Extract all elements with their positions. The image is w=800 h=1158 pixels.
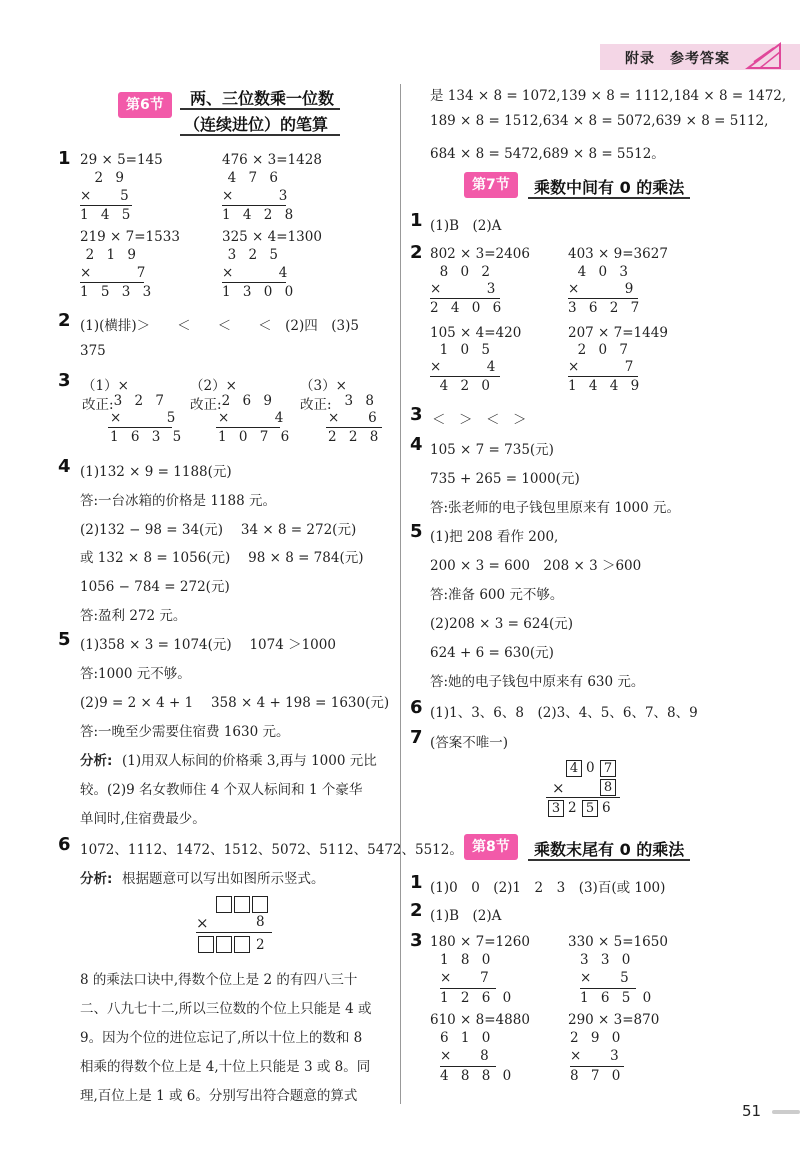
title-underline: [180, 134, 340, 136]
analysis-label: 分析:: [80, 871, 113, 887]
vertical-row: 3 2 5: [227, 247, 282, 263]
vertical-row: × 5: [580, 970, 633, 986]
vertical-result: 2 4 0 6: [430, 300, 506, 316]
digit: 2: [568, 800, 577, 816]
equation: 207 × 7=1449: [568, 325, 668, 341]
answer-line: (1)B (2)A: [430, 908, 502, 924]
vertical-result: 1 4 2 8: [222, 207, 298, 223]
digit-box: 8: [600, 779, 616, 796]
answer-mark: （3）×: [300, 378, 347, 394]
calc-line: [440, 988, 496, 989]
section-8-title: 乘数末尾有 0 的乘法: [534, 840, 685, 859]
column-divider: [400, 84, 401, 1104]
answer-line: 答:1000 元不够。: [80, 666, 191, 682]
analysis-label: 分析:: [80, 753, 113, 769]
equation: 802 × 3=2406: [430, 246, 530, 262]
continued-text: 684 × 8 = 5472,689 × 8 = 5512。: [430, 146, 665, 162]
fix-label: 改正:: [82, 397, 114, 413]
vertical-row: 4 0 3: [577, 264, 632, 280]
digit-box: 5: [582, 800, 598, 817]
question-number: 6: [410, 697, 423, 718]
calc-line: [108, 427, 172, 428]
calc-line: [570, 1066, 624, 1067]
section-8-badge: 第8节: [464, 834, 518, 860]
blank-box: [234, 936, 250, 953]
vertical-result: 4 2 0: [439, 378, 494, 394]
vertical-result: 1 4 4 9: [568, 378, 644, 394]
question-number: 5: [58, 629, 71, 650]
vertical-row: × 7: [80, 265, 150, 281]
analysis-text: 根据题意可以写出如图所示竖式。: [122, 871, 325, 887]
question-number: 3: [410, 404, 423, 425]
question-number: 2: [58, 310, 71, 331]
equation: 325 × 4=1300: [222, 229, 322, 245]
analysis-text: 9。因为个位的进位忘记了,所以十位上的数和 8: [80, 1030, 363, 1046]
vertical-row: × 5: [110, 410, 180, 426]
analysis-text: 二、八九七十二,所以三位数的个位上只能是 4 或: [80, 1001, 372, 1017]
vertical-row: 1 0 5: [439, 342, 494, 358]
vertical-row: × 4: [218, 410, 288, 426]
vertical-row: × 7: [568, 359, 638, 375]
calc-line: [546, 797, 620, 798]
question-number: 1: [58, 148, 71, 169]
vertical-row: × 7: [440, 970, 493, 986]
answer-line: (1)把 208 看作 200,: [430, 529, 559, 545]
page-decoration: [772, 1110, 800, 1114]
equation: 330 × 5=1650: [568, 934, 668, 950]
calc-line: [430, 298, 500, 299]
vertical-row: × 5: [80, 188, 133, 204]
digit-box: 7: [600, 760, 616, 777]
section-7-badge: 第7节: [464, 172, 518, 198]
answer-line: (1)1、3、6、8 (2)3、4、5、6、7、8、9: [430, 705, 698, 721]
answer-line: 答:她的电子钱包中原来有 630 元。: [430, 674, 645, 690]
answer-line: 735 + 265 = 1000(元): [430, 471, 580, 487]
answer-line: 或 132 × 8 = 1056(元) 98 × 8 = 784(元): [80, 550, 364, 566]
vertical-result: 2 2 8: [328, 429, 383, 445]
blank-box: [216, 896, 232, 913]
calc-line: [440, 1066, 496, 1067]
analysis-text: 相乘的得数个位上是 4,十位上只能是 3 或 8。同: [80, 1059, 371, 1075]
question-number: 3: [410, 930, 423, 951]
multiplier: 8: [256, 914, 265, 930]
calc-line: [580, 988, 636, 989]
vertical-row: × 9: [568, 281, 638, 297]
section-6-title-line2: （连续进位）的笔算: [184, 115, 329, 134]
vertical-result: 1 6 5 0: [580, 990, 656, 1006]
vertical-result: 4 8 8 0: [440, 1068, 516, 1084]
answer-line: 答:一晚至少需要住宿费 1630 元。: [80, 724, 290, 740]
fix-label: 改正:: [300, 397, 332, 413]
digit: 6: [602, 800, 611, 816]
analysis-text: 8 的乘法口诀中,得数个位上是 2 的有四八三十: [80, 972, 358, 988]
vertical-row: 3 8: [344, 393, 378, 409]
fix-label: 改正:: [190, 397, 222, 413]
times-sign: ×: [196, 914, 209, 932]
vertical-row: × 6: [328, 410, 381, 426]
blank-box: [216, 936, 232, 953]
equation: 403 × 9=3627: [568, 246, 668, 262]
vertical-row: × 3: [570, 1048, 623, 1064]
answer-line: (2)9 = 2 × 4 + 1 358 × 4 + 198 = 1630(元): [80, 695, 390, 711]
vertical-row: 8 0 2: [439, 264, 494, 280]
title-underline: [528, 197, 690, 199]
vertical-row: × 4: [430, 359, 500, 375]
calc-line: [216, 427, 280, 428]
continued-text: 是 134 × 8 = 1072,139 × 8 = 1112,184 × 8 = 1472,: [430, 88, 787, 104]
vertical-row: × 3: [430, 281, 500, 297]
answer-line: (1)B (2)A: [430, 218, 502, 234]
question-number: 2: [410, 900, 423, 921]
answer-line: (1)(横排)＞ ＜ ＜ ＜ (2)四 (3)5: [80, 318, 359, 334]
section-6-badge: 第6节: [118, 92, 172, 118]
answer-line: 105 × 7 = 735(元): [430, 442, 554, 458]
question-number: 7: [410, 727, 423, 748]
vertical-row: 3 3 0: [580, 952, 635, 968]
analysis-text: (1)用双人标间的价格乘 3,再与 1000 元比: [122, 753, 377, 769]
vertical-result: 1 4 5: [80, 207, 135, 223]
digit: 0: [586, 760, 595, 776]
calc-line: [568, 298, 638, 299]
vertical-result: 1 6 3 5: [110, 429, 186, 445]
answer-line: 375: [80, 343, 106, 359]
equation: 610 × 8=4880: [430, 1012, 530, 1028]
answer-line: 624 + 6 = 630(元): [430, 645, 554, 661]
answer-mark: （1）×: [82, 378, 129, 394]
blank-box: [252, 896, 268, 913]
calc-line: [80, 282, 144, 283]
vertical-row: 3 2 7: [113, 393, 168, 409]
vertical-result: 1 0 7 6: [218, 429, 294, 445]
question-number: 6: [58, 834, 71, 855]
answer-line: 答:张老师的电子钱包里原来有 1000 元。: [430, 500, 680, 516]
answer-line: (2)132 − 98 = 34(元) 34 × 8 = 272(元): [80, 522, 357, 538]
vertical-row: 2 0 7: [577, 342, 632, 358]
vertical-row: 2 1 9: [85, 247, 140, 263]
calc-line: [196, 932, 272, 933]
vertical-row: 4 7 6: [227, 170, 282, 186]
question-number: 3: [58, 370, 71, 391]
calc-line: [568, 376, 638, 377]
result-digit: 2: [256, 937, 265, 953]
equation: 290 × 3=870: [568, 1012, 660, 1028]
vertical-row: × 3: [222, 188, 292, 204]
question-number: 2: [410, 242, 423, 263]
answer-line: ＜ ＞ ＜ ＞: [432, 412, 527, 428]
answer-line: 200 × 3 = 600 208 × 3 ＞600: [430, 558, 642, 574]
answer-line: 答:一台冰箱的价格是 1188 元。: [80, 493, 276, 509]
equation: 105 × 4=420: [430, 325, 522, 341]
question-number: 4: [58, 456, 71, 477]
answer-line: (答案不唯一): [430, 735, 509, 751]
answer-line: (1)358 × 3 = 1074(元) 1074 ＞1000: [80, 637, 336, 653]
ruler-triangle-icon: [744, 40, 784, 70]
digit-box: 4: [566, 760, 582, 777]
section-6-title-line1: 两、三位数乘一位数: [190, 89, 335, 108]
question-number: 1: [410, 210, 423, 231]
question-number: 4: [410, 434, 423, 455]
equation: 180 × 7=1260: [430, 934, 530, 950]
header-title: 附录 参考答案: [625, 51, 730, 67]
analysis-text: 理,百位上是 1 或 6。分别写出符合题意的算式: [80, 1088, 358, 1104]
blank-box: [234, 896, 250, 913]
continued-text: 189 × 8 = 1512,634 × 8 = 5072,639 × 8 = 5112,: [430, 113, 769, 129]
vertical-row: 6 1 0: [440, 1030, 495, 1046]
digit-box: 3: [548, 800, 564, 817]
vertical-result: 8 7 0: [570, 1068, 625, 1084]
vertical-result: 1 2 6 0: [440, 990, 516, 1006]
analysis-text: 单间时,住宿费最少。: [80, 811, 206, 827]
calc-line: [430, 376, 500, 377]
answer-line: (1)132 × 9 = 1188(元): [80, 464, 232, 480]
answer-line: 答:盈利 272 元。: [80, 608, 187, 624]
vertical-row: 2 9: [94, 170, 128, 186]
title-underline: [528, 859, 690, 861]
calc-line: [222, 205, 286, 206]
vertical-row: 1 8 0: [440, 952, 495, 968]
page-number: 51: [742, 1102, 762, 1120]
question-number: 5: [410, 521, 423, 542]
answer-line: 答:准备 600 元不够。: [430, 587, 564, 603]
blank-box: [198, 936, 214, 953]
answer-line: (2)208 × 3 = 624(元): [430, 616, 574, 632]
vertical-result: 3 6 2 7: [568, 300, 644, 316]
equation: 476 × 3=1428: [222, 152, 322, 168]
answer-line: (1)0 0 (2)1 2 3 (3)百(或 100): [430, 880, 666, 896]
vertical-row: 2 6 9: [221, 393, 276, 409]
vertical-row: 2 9 0: [570, 1030, 625, 1046]
answer-mark: （2）×: [190, 378, 237, 394]
vertical-row: × 8: [440, 1048, 493, 1064]
equation: 29 × 5=145: [80, 152, 163, 168]
times-sign: ×: [552, 779, 565, 797]
vertical-result: 1 5 3 3: [80, 284, 156, 300]
calc-line: [326, 427, 382, 428]
section-7-title: 乘数中间有 0 的乘法: [534, 178, 685, 197]
vertical-result: 1 3 0 0: [222, 284, 298, 300]
answer-line: 1072、1112、1472、1512、5072、5112、5472、5512。: [80, 842, 463, 858]
equation: 219 × 7=1533: [80, 229, 180, 245]
answer-line: 1056 − 784 = 272(元): [80, 579, 230, 595]
vertical-row: × 4: [222, 265, 292, 281]
calc-line: [80, 205, 132, 206]
title-underline: [180, 108, 340, 110]
question-number: 1: [410, 872, 423, 893]
analysis-text: 较。(2)9 名女教师住 4 个双人标间和 1 个豪华: [80, 782, 363, 798]
calc-line: [222, 282, 286, 283]
